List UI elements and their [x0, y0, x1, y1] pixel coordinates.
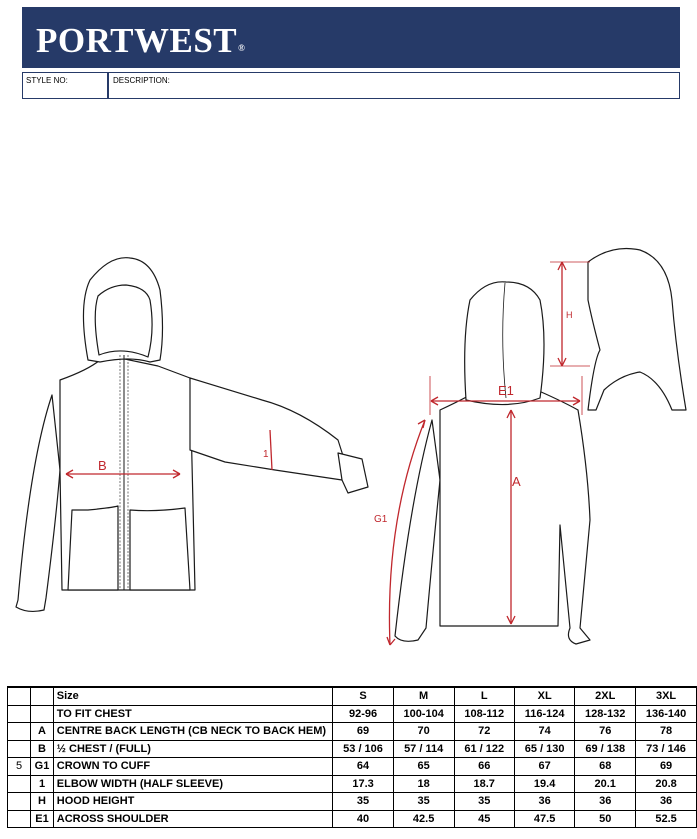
- size-table-row: [8, 758, 697, 776]
- measurement-value-cell: 136-140: [636, 705, 697, 723]
- measurement-value-cell: 18.7: [454, 775, 514, 793]
- measurement-value-cell: 64: [333, 758, 393, 776]
- size-table-row: [8, 793, 697, 811]
- measurement-value-cell: 72: [454, 723, 514, 741]
- measurement-value-cell: 100-104: [393, 705, 454, 723]
- measurement-value-cell: 69 / 138: [575, 740, 636, 758]
- measurement-code-cell: [31, 705, 54, 723]
- size-chart-table: [7, 686, 697, 828]
- measurement-value-cell: 19.4: [514, 775, 574, 793]
- dim-label-b: B: [98, 458, 107, 473]
- measurement-code-cell: G1: [31, 758, 54, 776]
- measurement-value-cell: 35: [454, 793, 514, 811]
- size-table-row: [8, 775, 697, 793]
- size-table-row: [8, 810, 697, 828]
- row-number-cell: [8, 687, 31, 705]
- size-header-cell: S: [333, 687, 393, 705]
- code-cell: [31, 687, 54, 705]
- dim-label-h: H: [566, 310, 573, 320]
- size-header-row: [8, 687, 697, 705]
- row-number-cell: [8, 705, 31, 723]
- measurement-value-cell: 17.3: [333, 775, 393, 793]
- measurement-value-cell: 42.5: [393, 810, 454, 828]
- measurement-value-cell: 70: [393, 723, 454, 741]
- measurement-label-cell: CENTRE BACK LENGTH (CB NECK TO BACK HEM): [53, 723, 333, 741]
- measurement-label-cell: HOOD HEIGHT: [53, 793, 333, 811]
- dim-label-e1: E1: [498, 383, 514, 398]
- measurement-value-cell: 36: [636, 793, 697, 811]
- measurement-value-cell: 65 / 130: [514, 740, 574, 758]
- brand-name: PORTWEST: [36, 21, 238, 60]
- back-view-hoodie: [395, 282, 590, 644]
- style-number-label: STYLE NO:: [26, 76, 68, 85]
- measurement-value-cell: 36: [575, 793, 636, 811]
- row-number-cell: [8, 793, 31, 811]
- size-table-row: [8, 723, 697, 741]
- size-header-cell: XL: [514, 687, 574, 705]
- measurement-value-cell: 52.5: [636, 810, 697, 828]
- measurement-value-cell: 78: [636, 723, 697, 741]
- size-header-cell: 3XL: [636, 687, 697, 705]
- measurement-value-cell: 116-124: [514, 705, 574, 723]
- dim-label-a: A: [512, 474, 521, 489]
- row-number-cell: 5: [8, 758, 31, 776]
- size-header-cell: 2XL: [575, 687, 636, 705]
- size-table-row: [8, 705, 697, 723]
- measurement-value-cell: 108-112: [454, 705, 514, 723]
- measurement-value-cell: 36: [514, 793, 574, 811]
- size-header-cell: M: [393, 687, 454, 705]
- row-number-cell: [8, 723, 31, 741]
- measurement-value-cell: 45: [454, 810, 514, 828]
- measurement-label-cell: ACROSS SHOULDER: [53, 810, 333, 828]
- measurement-value-cell: 40: [333, 810, 393, 828]
- side-profile-hood: [588, 249, 686, 411]
- measurement-value-cell: 73 / 146: [636, 740, 697, 758]
- measurement-label-cell: TO FIT CHEST: [53, 705, 333, 723]
- measurement-value-cell: 53 / 106: [333, 740, 393, 758]
- size-header-label: Size: [53, 687, 333, 705]
- measurement-code-cell: E1: [31, 810, 54, 828]
- measurement-value-cell: 18: [393, 775, 454, 793]
- measurement-value-cell: 66: [454, 758, 514, 776]
- measurement-value-cell: 76: [575, 723, 636, 741]
- measurement-value-cell: 69: [333, 723, 393, 741]
- measurement-value-cell: 67: [514, 758, 574, 776]
- row-number-cell: [8, 810, 31, 828]
- measurement-value-cell: 47.5: [514, 810, 574, 828]
- measurement-value-cell: 128-132: [575, 705, 636, 723]
- front-view-hoodie: [16, 258, 368, 612]
- measurement-value-cell: 35: [333, 793, 393, 811]
- measurement-value-cell: 74: [514, 723, 574, 741]
- measurement-label-cell: CROWN TO CUFF: [53, 758, 333, 776]
- measurement-value-cell: 35: [393, 793, 454, 811]
- measurement-code-cell: 1: [31, 775, 54, 793]
- measurement-value-cell: 68: [575, 758, 636, 776]
- measurement-value-cell: 61 / 122: [454, 740, 514, 758]
- measurement-label-cell: ELBOW WIDTH (HALF SLEEVE): [53, 775, 333, 793]
- measurement-code-cell: H: [31, 793, 54, 811]
- measurement-code-cell: A: [31, 723, 54, 741]
- measurement-label-cell: ½ CHEST / (FULL): [53, 740, 333, 758]
- dim-label-g1: G1: [374, 514, 388, 525]
- description-label: DESCRIPTION:: [113, 76, 170, 85]
- size-header-cell: L: [454, 687, 514, 705]
- trademark-symbol: ®: [238, 43, 246, 53]
- measurement-value-cell: 20.8: [636, 775, 697, 793]
- measurement-value-cell: 92-96: [333, 705, 393, 723]
- measurement-value-cell: 20.1: [575, 775, 636, 793]
- measurement-value-cell: 50: [575, 810, 636, 828]
- measurement-code-cell: B: [31, 740, 54, 758]
- row-number-cell: [8, 775, 31, 793]
- row-number-cell: [8, 740, 31, 758]
- measurement-value-cell: 69: [636, 758, 697, 776]
- measurement-value-cell: 65: [393, 758, 454, 776]
- size-table-row: [8, 740, 697, 758]
- dim-label-1: 1: [263, 449, 269, 460]
- measurement-value-cell: 57 / 114: [393, 740, 454, 758]
